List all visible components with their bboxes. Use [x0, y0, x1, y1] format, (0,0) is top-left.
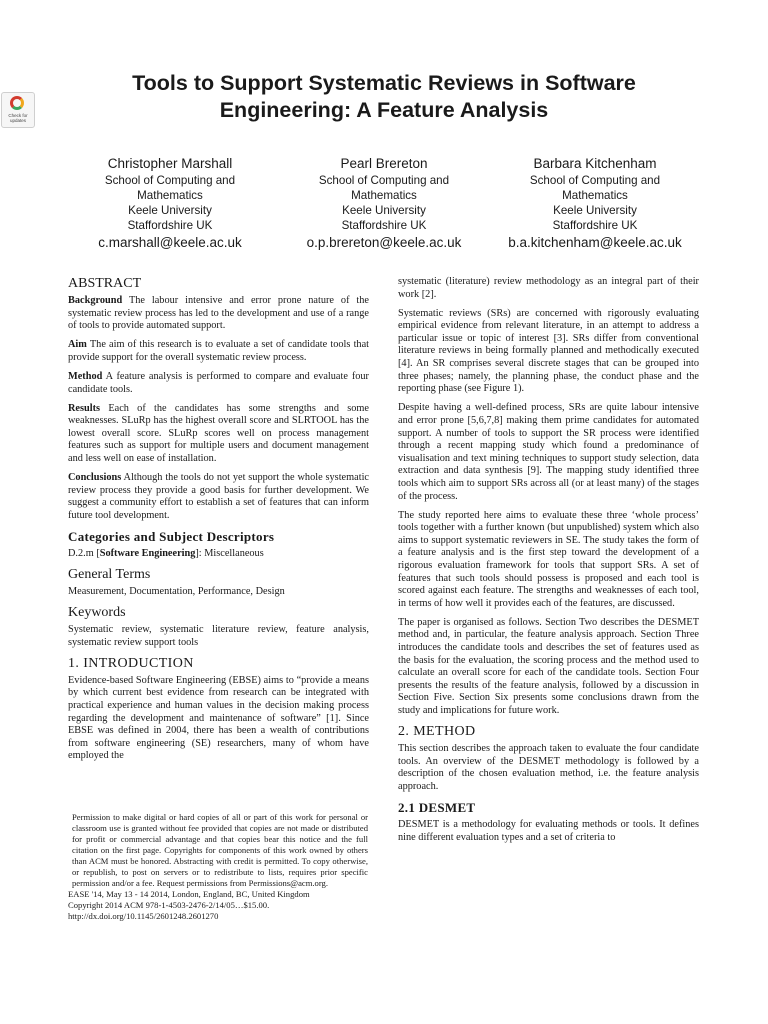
author-email[interactable]: b.a.kitchenham@keele.ac.uk: [508, 235, 682, 250]
keywords-heading: Keywords: [68, 605, 126, 621]
left-column: [68, 276, 369, 770]
label: Aim: [68, 339, 87, 351]
general-terms-text: Measurement, Documentation, Performance, Design: [68, 586, 285, 598]
right-column: [398, 276, 699, 851]
paragraph: The study reported here aims to evaluate these three ‘whole process’ tools together with a further known (but unpublished) system which also aims to support systematic reviewers in SE. The study takes the form of a feature analysis and is the first step toward the development of a rigorous evaluation framework for tools that support SRs. A set of features that such tools should possess is proposed and each tool is scored against each feature. The strengths and weaknesses of each tool, in terms of how well it provides each of the features, are discussed.: [398, 509, 699, 609]
paragraph: The paper is organised as follows. Section Two describes the DESMET method and, in particular, the feature analysis approach. Section Three introduces the candidate tools and describes the set of features used as the basis for the evaluation, the scoring process and the method used to calculate an overall score for each of the candidate tools. Section Four presents the results of the feature analysis, followed by a discussion in Section Five. Section Six presents some conclusions drawn from the study and implications for future work.: [398, 616, 699, 716]
author-affiliation: School of Computing and: [104, 174, 236, 187]
badge-label: Check for updates: [8, 113, 28, 123]
venue-line: EASE '14, May 13 - 14 2014, London, England, BC, United Kingdom: [68, 889, 310, 899]
author-affiliation: School of Computing and: [529, 174, 661, 187]
keywords-text: Systematic review, systematic literature review, feature analysis, systematic review support tools: [68, 624, 369, 648]
copyright-line: Copyright 2014 ACM 978-1-4503-2476-2/14/05…$15.00.: [68, 900, 270, 910]
abstract-conclusions: [68, 472, 369, 522]
author-block: [60, 155, 280, 251]
paragraph-text: A feature analysis is performed to compare and evaluate four candidate tools.: [68, 370, 369, 395]
label: Results: [68, 402, 101, 414]
paragraph-text: Each of the candidates has some strengths and some weaknesses. SLuRp has the highest overall score and SLRTOOL has the lowest overall score. SLuRp scores well on process management features such as support for multiple users and document management and less well on ease of installation.: [68, 402, 369, 465]
general-terms-heading: General Terms: [68, 567, 151, 583]
author-email[interactable]: o.p.brereton@keele.ac.uk: [306, 235, 462, 250]
label: Conclusions: [68, 472, 122, 484]
method-heading: 2. METHOD: [398, 724, 476, 740]
desmet-heading: 2.1 DESMET: [398, 799, 476, 815]
paper-title: [60, 70, 708, 124]
categories-text: [68, 548, 369, 561]
author-affiliation: Mathematics: [562, 189, 628, 202]
author-email[interactable]: c.marshall@keele.ac.uk: [98, 235, 242, 250]
introduction-heading: 1. INTRODUCTION: [68, 655, 194, 671]
label: Method: [68, 370, 103, 382]
introduction-paragraph: Evidence-based Software Engineering (EBSE) aims to “provide a means by which current best evidence from research can be integrated with practical experience and human values in the decision making process regarding the development and maintenance of software” [1]. Since EBSE was defined in 2004, there has been a wealth of contributions from software engineering (SE) researchers, many of whom have employed the: [68, 674, 369, 762]
bold-text: Software Engineering: [99, 548, 196, 559]
paragraph-text: The aim of this research is to evaluate a set of candidate tools that provide support for the overall systematic review process.: [68, 339, 370, 363]
permission-notice: [68, 812, 368, 922]
abstract-aim: [68, 339, 369, 364]
paragraph-text: Although the tools do not yet support the whole systematic review process they provide a good basis for further development. We suggest a community effort to establish a set of features that can inform future tool development.: [68, 472, 369, 521]
permission-text: Permission to make digital or hard copies of all or part of this work for personal or classroom use is granted without fee provided that copies are not made or distributed for profit or commercial advantage and that copies bear this notice and the full citation on the first page. Copyrights for components of this work owned by others than ACM must be honored. Abstracting with credit is permitted. To copy otherwise, or republish, to post on servers or to redistribute to lists, requires prior specific permission and/or a fee. Request permissions from Permissions@acm.org.: [72, 812, 368, 888]
categories-heading: Categories and Subject Descriptors: [68, 529, 275, 544]
author-affiliation: Staffordshire UK: [127, 219, 213, 232]
author-block: [274, 155, 494, 251]
author-affiliation: Staffordshire UK: [341, 219, 427, 232]
check-for-updates-badge[interactable]: [1, 92, 35, 128]
author-affiliation: Keele University: [553, 204, 637, 217]
author-name: Pearl Brereton: [340, 156, 428, 171]
paragraph: DESMET is a methodology for evaluating methods or tools. It defines nine different evaluation types and a set of criteria to: [398, 818, 699, 843]
author-affiliation: Keele University: [128, 204, 212, 217]
title-line-2: Engineering: A Feature Analysis: [219, 98, 549, 122]
author-affiliation: School of Computing and: [318, 174, 450, 187]
paragraph-text: The labour intensive and error prone nature of the systematic review process has led to the development and use of a range of tools to provide automated support.: [68, 295, 369, 332]
abstract-results: [68, 403, 369, 466]
title-line-1: Tools to Support Systematic Reviews in Software: [132, 71, 636, 95]
author-affiliation: Staffordshire UK: [552, 219, 638, 232]
paragraph: systematic (literature) review methodology as an integral part of their work [2].: [398, 276, 699, 300]
paragraph: This section describes the approach taken to evaluate the four candidate tools. An overview of the DESMET methodology is followed by a description of the chosen evaluation method, i.e. the feature analysis approach.: [398, 743, 699, 792]
paragraph: Systematic reviews (SRs) are concerned with rigorously evaluating empirical evidence from relevant literature, in an attempt to address a particular issue or topic of interest [3]. SRs differ from conventional literature reviews in being formally planned and methodically executed [4]. An SR comprises several discrete stages that can be grouped into three phases; namely, the planning phase, the conduct phase and the reporting phase (see Figure 1).: [398, 307, 699, 395]
text: D.2.m [: [68, 548, 100, 559]
text: ]: Miscellaneous: [195, 548, 264, 559]
abstract-heading: ABSTRACT: [68, 276, 142, 291]
author-name: Christopher Marshall: [107, 156, 233, 171]
author-name: Barbara Kitchenham: [533, 156, 657, 171]
paragraph: Despite having a well-defined process, SRs are quite labour intensive and error prone [5,6,7,8] making them prime candidates for automated support. A number of tools to support the SR process were identified through a recent mapping study which found a predominance of visualisation and text mining techniques to support study selection, data extraction and data synthesis [9]. The mapping study identified three tools which aim to support SRs across all (or at least many) of the stages of the process.: [398, 402, 699, 502]
author-affiliation: Keele University: [342, 204, 426, 217]
crossmark-icon: [10, 96, 24, 110]
label: Background: [68, 295, 123, 306]
abstract-method: [68, 371, 369, 396]
author-affiliation: Mathematics: [137, 189, 203, 202]
abstract-background: [68, 295, 369, 333]
doi-link[interactable]: http://dx.doi.org/10.1145/2601248.2601270: [68, 911, 219, 921]
author-block: [485, 155, 705, 251]
author-affiliation: Mathematics: [351, 189, 417, 202]
